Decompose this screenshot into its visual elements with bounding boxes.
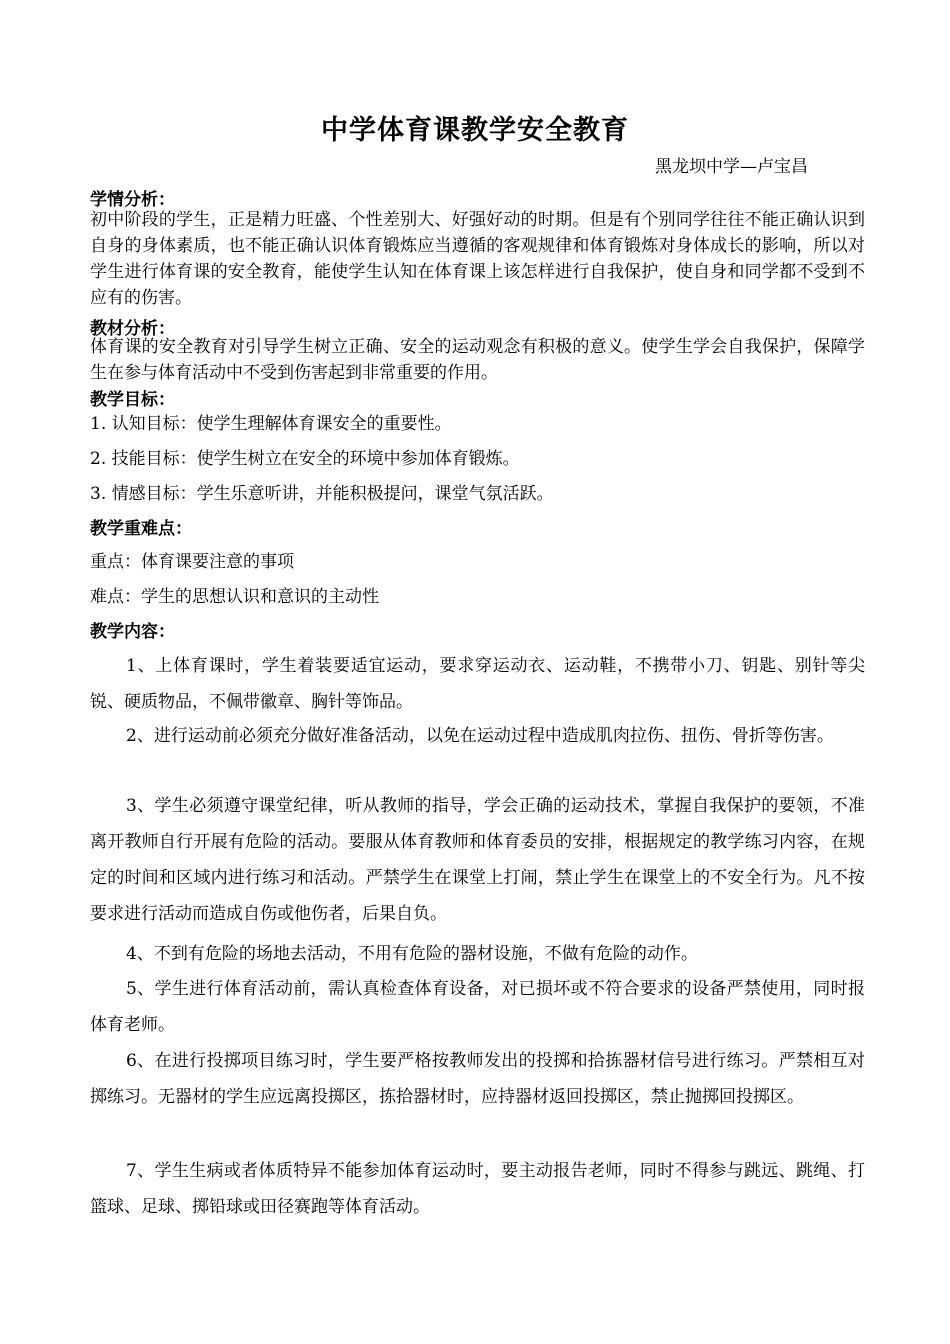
section-heading-xueqing: 学情分析： bbox=[90, 190, 175, 210]
key-point: 重点：体育课要注意的事项 bbox=[90, 552, 294, 572]
content-item: 4、不到有危险的场地去活动，不用有危险的器材设施，不做有危险的动作。 bbox=[126, 944, 698, 964]
section-text-jiaocai: 体育课的安全教育对引导学生树立正确、安全的运动观念有积极的意义。使学生学会自我保护，保障学生在参与体育活动中不受到伤害起到非常重要的作用。 bbox=[90, 337, 865, 383]
section-heading-jiaocai: 教材分析： bbox=[90, 319, 175, 339]
section-text-xueqing: 初中阶段的学生，正是精力旺盛、个性差别大、好强好动的时期。但是有个别同学往往不能正确认识到自身的身体素质，也不能正确认识体育锻炼应当遵循的客观规律和体育锻炼对身体成长的影响，所以对学生进行体育课的安全教育，能使学生认知在体育课上该怎样进行自我保护，使自身和同学都不受到不应有的伤害。 bbox=[90, 210, 865, 308]
content-item: 7、学生生病或者体质特异不能参加体育运动时，要主动报告老师，同时不得参与跳远、跳绳、打篮球、足球、掷铅球或田径赛跑等体育活动。 bbox=[90, 1161, 865, 1217]
page-title: 中学体育课教学安全教育 bbox=[321, 115, 629, 146]
goal-item: 2. 技能目标：使学生树立在安全的环境中参加体育锻炼。 bbox=[90, 449, 520, 469]
goal-item: 1. 认知目标：使学生理解体育课安全的重要性。 bbox=[90, 414, 452, 434]
content-item: 2、进行运动前必须充分做好准备活动，以免在运动过程中造成肌肉拉伤、扭伤、骨折等伤害。 bbox=[126, 726, 834, 746]
content-item: 3、学生必须遵守课堂纪律，听从教师的指导，学会正确的运动技术，掌握自我保护的要领，不准离开教师自行开展有危险的活动。要服从体育教师和体育委员的安排，根据规定的教学练习内容，在规定的时间和区域内进行练习和活动。严禁学生在课堂上打闹，禁止学生在课堂上的不安全行为。凡不按要求进行活动而造成自伤或他伤者，后果自负。 bbox=[90, 796, 865, 924]
section-heading-neirong: 教学内容： bbox=[90, 622, 175, 642]
section-heading-mubiao: 教学目标： bbox=[90, 390, 175, 410]
goal-item: 3. 情感目标：学生乐意听讲，并能积极提问，课堂气氛活跃。 bbox=[90, 484, 554, 504]
content-item: 6、在进行投掷项目练习时，学生要严格按教师发出的投掷和拾拣器材信号进行练习。严禁相互对掷练习。无器材的学生应远离投掷区，拣拾器材时，应持器材返回投掷区，禁止抛掷回投掷区。 bbox=[90, 1051, 865, 1107]
section-heading-zhongnan: 教学重难点： bbox=[90, 519, 192, 539]
content-item: 5、学生进行体育活动前，需认真检查体育设备，对已损坏或不符合要求的设备严禁使用，同时报体育老师。 bbox=[90, 979, 865, 1035]
author-line: 黑龙坝中学—卢宝昌 bbox=[655, 157, 808, 177]
content-item: 1、上体育课时，学生着装要适宜运动，要求穿运动衣、运动鞋，不携带小刀、钥匙、别针等尖锐、硬质物品，不佩带徽章、胸针等饰品。 bbox=[90, 656, 865, 712]
difficult-point: 难点：学生的思想认识和意识的主动性 bbox=[90, 587, 379, 607]
